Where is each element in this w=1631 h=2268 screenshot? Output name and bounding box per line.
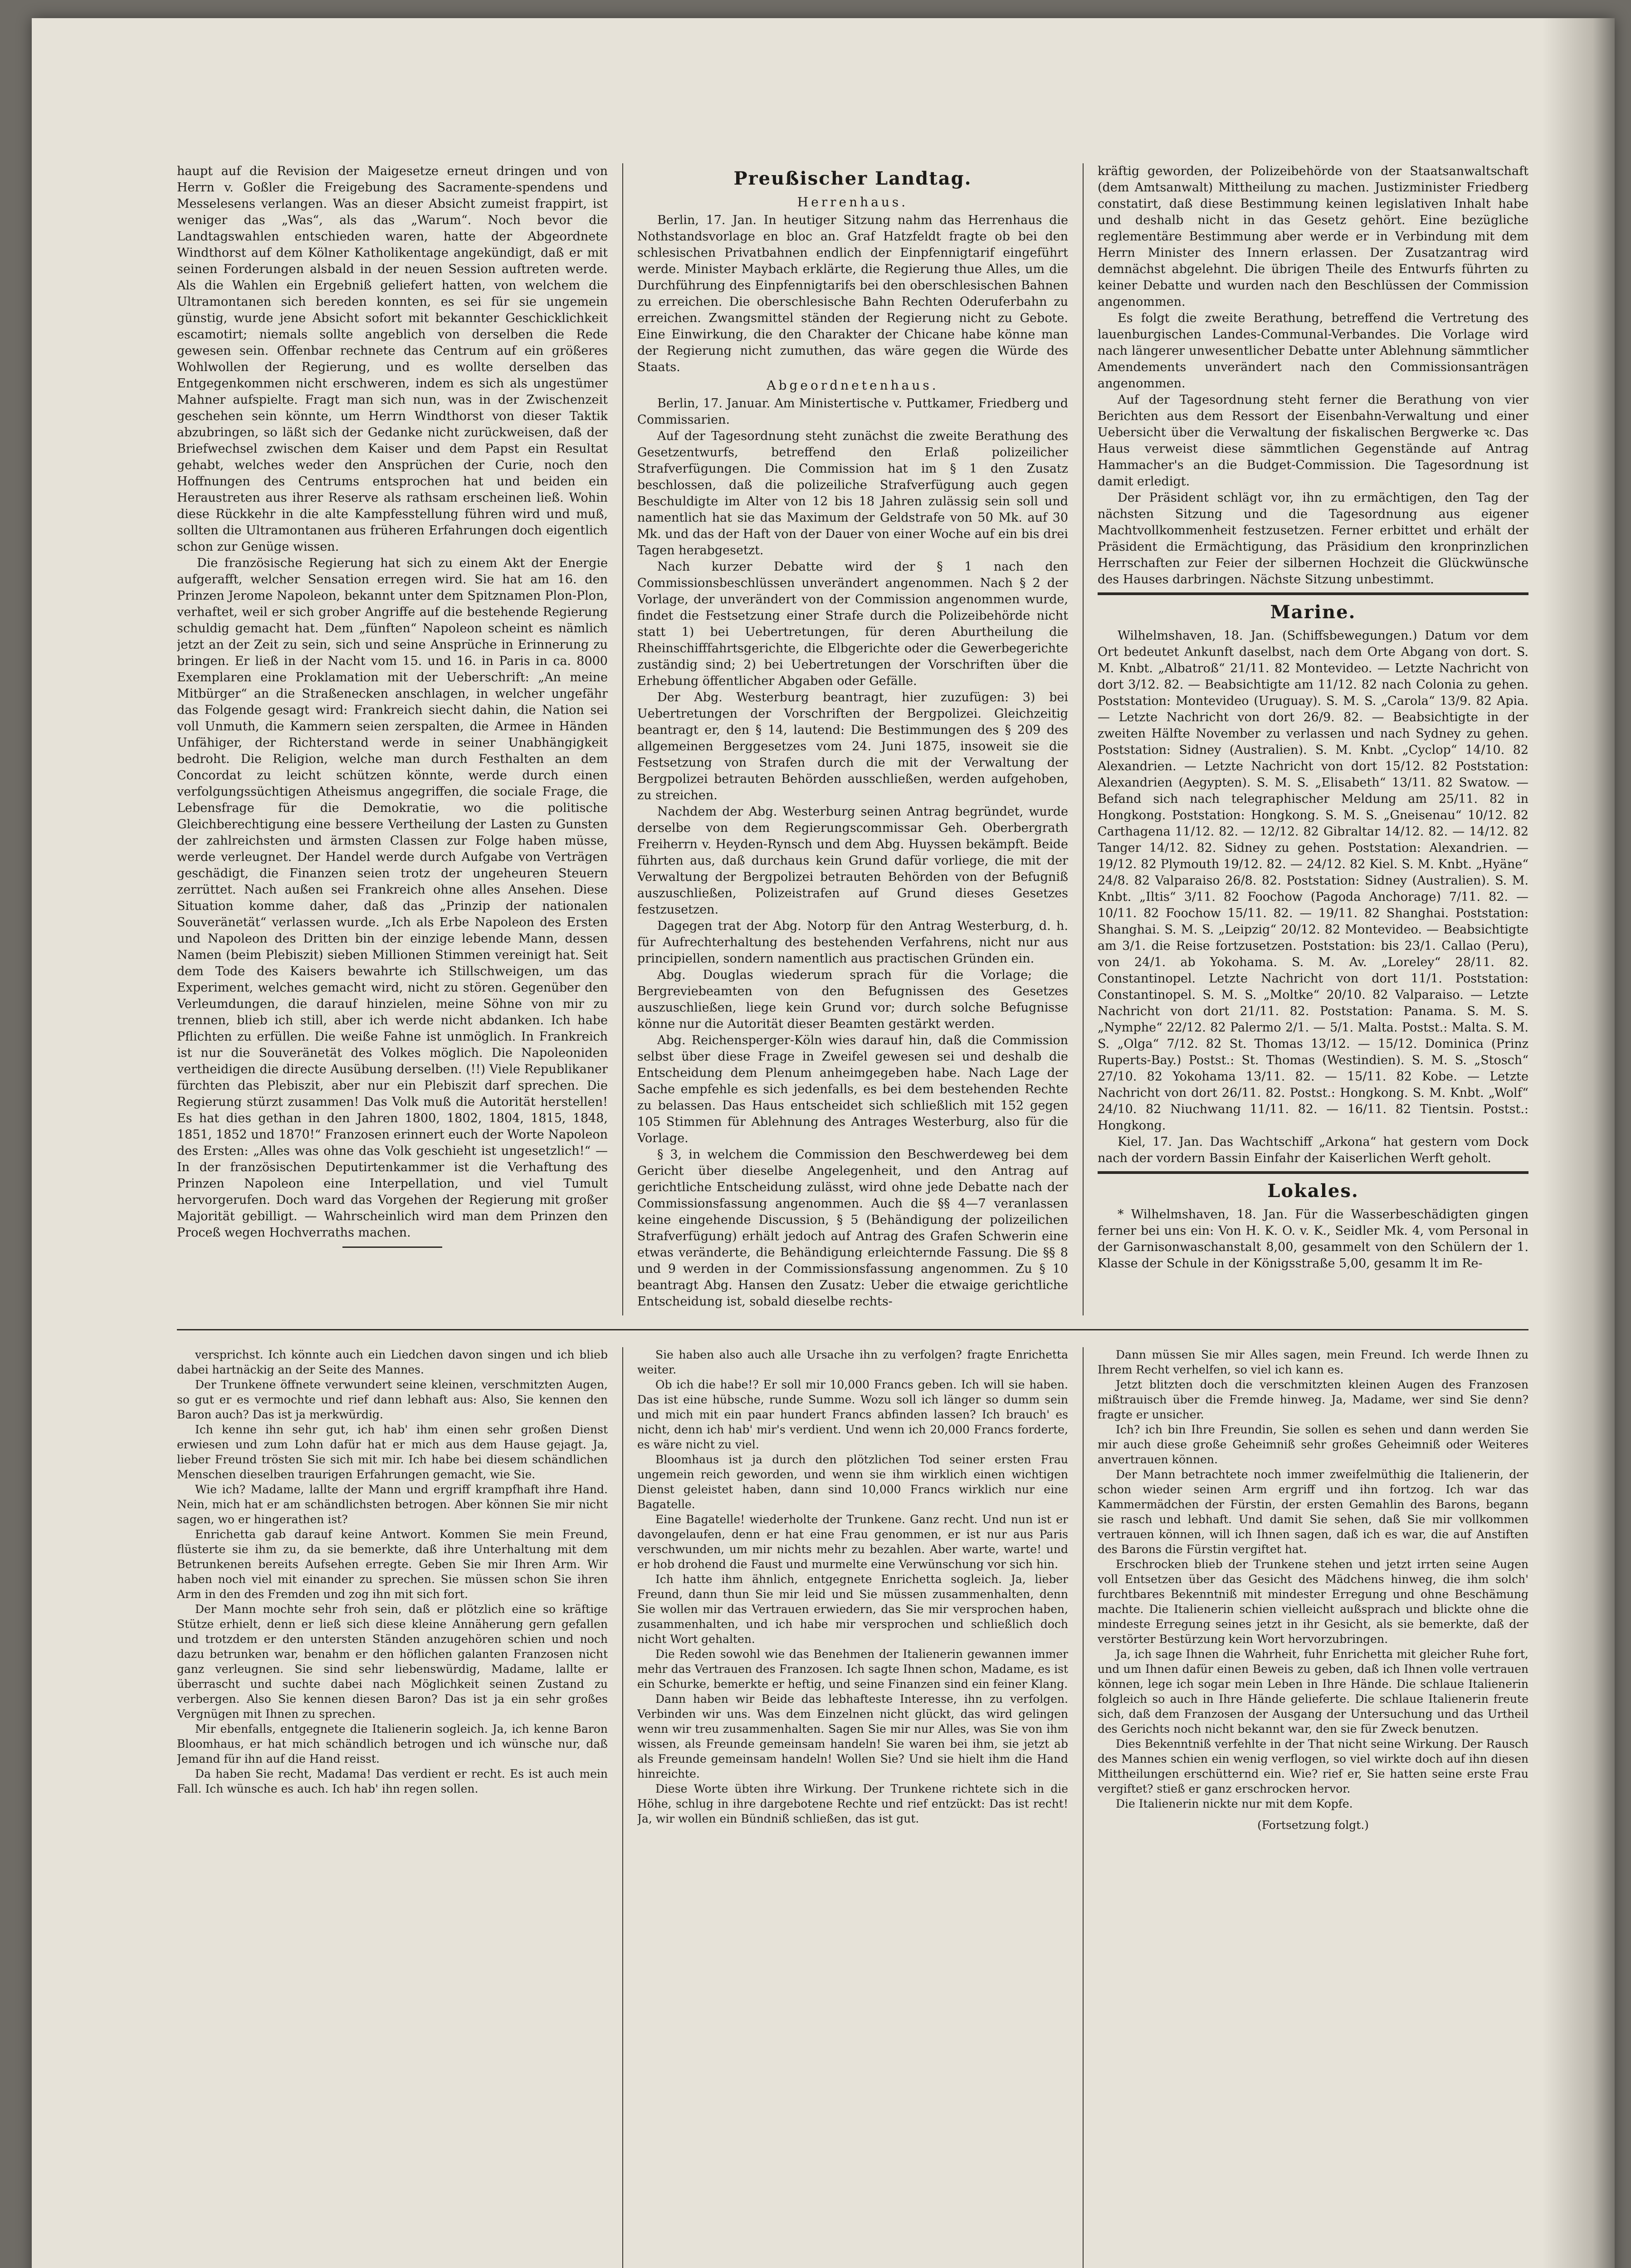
- story-paragraph: Wie ich? Madame, lallte der Mann und ergriff krampfhaft ihre Hand. Nein, mich hat er am schändlichsten betrogen. Aber können Sie mir nicht sagen, wo er hingerathen ist?: [177, 1483, 608, 1526]
- section-rule: [1098, 1171, 1528, 1174]
- story-paragraph: Ich hatte ihm ähnlich, entgegnete Enrichetta sogleich. Ja, lieber Freund, dann thun Sie mir leid und Sie müssen zusammenhalten, denn Sie wollen mir das Vertrauen erwiedern, das Sie mir versprochen haben, zusammenhalten, und ich habe mir versprochen und schließlich doch nicht Wort gehalten.: [637, 1573, 1068, 1646]
- article-paragraph: Auf der Tagesordnung steht ferner die Berathung von vier Berichten aus dem Ressort der Eisenbahn-Verwaltung und einer Uebersicht über die Verwaltung der fiskalischen Bergwerke ꝛc. Das Haus verweist diese sämmtlichen Gegenstände auf Antrag Hammacher's an die Budget-Commission. Die Tagesordnung ist damit erledigt.: [1098, 393, 1528, 489]
- story-paragraph: Die Italienerin nickte nur mit dem Kopfe.: [1116, 1797, 1353, 1810]
- article-paragraph: haupt auf die Revision der Maigesetze erneut dringen und von Herrn v. Goßler die Freigebung des Sacramente-spendens und Messelesens verlangen. Was an dieser Absicht zumeist frappirt, ist weniger das „Was“, als das „Warum“. Noch bevor die Landtagswahlen entschieden waren, hatte der Abgeordnete Windthorst auf dem Kölner Katholikentage angekündigt, daß er mit seinen Forderungen alsbald in der neuen Session auftreten werde. Als die Wahlen ein Ergebniß geliefert hatten, von welchem die Ultramontanen sich bereden konnten, es sei für sie ungemein günstig, wurde jene Absicht sofort mit bekannter Geschicklichkeit escamotirt; niemals sollte angeblich von derselben die Rede gewesen sein. Offenbar rechnete das Centrum auf ein größeres Wohlwollen der Regierung, und es wollte derselben das Entgegenkommen nicht erschweren, indem es sich als ungestümer Mahner aufspielte. Fragt man sich nun, was in der Zwischenzeit geschehen sein könnte, um Herrn Windthorst von dieser Taktik abzubringen, so läßt sich der Gedanke nicht zurückweisen, daß der Briefwechsel zwischen dem Kaiser und dem Papst ein Resultat gehabt, welches weder den Ansprüchen der Curie, noch den Hoffnungen des Centrums entsprochen hat und beiden ein Heraustreten aus ihrer Reserve als rathsam erscheinen ließ. Wohin diese Rückkehr in die alte Kampfesstellung führen wird und muß, sollten die Ultramontanen aus früheren Erfahrungen doch eigentlich schon zur Genüge wissen.: [177, 164, 608, 554]
- section-subheading: Abgeordnetenhaus.: [767, 378, 939, 393]
- article-paragraph: Dagegen trat der Abg. Notorp für den Antrag Westerburg, d. h. für Aufrechterhaltung des bestehenden Verfahrens, nicht nur aus principiellen, sondern namentlich aus practischen Gründen ein.: [637, 919, 1068, 966]
- article-paragraph: Die französische Regierung hat sich zu einem Akt der Energie aufgerafft, welcher Sensation erregen wird. Sie hat am 16. den Prinzen Jerome Napoleon, bekannt unter dem Spitznamen Plon-Plon, verhaftet, weil er sich grober Angriffe auf die bestehende Regierung schuldig gemacht hat. Dem „fünften“ Napoleon scheint es nämlich jetzt an der Zeit zu sein, sich und seine Ansprüche in Erinnerung zu bringen. Er ließ in der Nacht vom 15. und 16. in Paris in ca. 8000 Exemplaren eine Proklamation mit der Ueberschrift: „An meine Mitbürger“ an die Straßenecken anschlagen, in welcher ungefähr das Folgende gesagt wird: Frankreich siecht dahin, die Nation sei voll Unmuth, die Kammern seien zerspalten, die Armee in Händen Unfähiger, der Richterstand werde in seiner Unabhängigkeit bedroht. Die Religion, welche man durch Festhalten an dem Concordat zu leicht schützen könnte, werde durch einen verfolgungssüchtigen Atheismus angegriffen, die sociale Frage, die Lebensfrage für die Demokratie, wo die politische Gleichberechtigung eine bessere Vertheilung der Lasten zu Gunsten der zahlreichsten und ärmsten Classen zur Folge haben müsse, werde verleugnet. Der Handel werde durch Aufgabe von Verträgen geschädigt, die Finanzen seien trotz der ungeheuren Steuern zerrüttet. Nach außen sei Frankreich ohne alles Ansehen. Diese Situation komme daher, daß das „Prinzip der nationalen Souveränetät“ verlassen wurde. „Ich als Erbe Napoleon des Ersten und Napoleon des Dritten bin der einzige lebende Mann, dessen Namen (beim Plebiszit) sieben Millionen Stimmen vereinigt hat. Seit dem Tode des Kaisers bewahrte ich Stillschweigen, um das Experiment, welches gemacht wird, nicht zu stören. Gegenüber den Verleumdungen, die darauf hinzielen, meine Söhne von mir zu trennen, blieb ich still, aber ich werde nicht abdanken. Ich habe Pflichten zu erfüllen. Die weiße Fahne ist unmöglich. In Frankreich ist nur die Souveränetät des Volkes möglich. Die Napoleoniden vertheidigen die directe Ausübung derselben. (!!) Viele Republikaner fürchten das Plebiszit, aber nur ein Plebiszit darf sprechen. Die Regierung stürzt zusammen! Das Volk muß die Autorität herstellen! Es hat dies gethan in den Jahren 1800, 1802, 1804, 1815, 1848, 1851, 1852 und 1870!“ Franzosen erinnert euch der Worte Napoleon des Ersten: „Alles was ohne das Volk geschieht ist ungesetzlich!“ — In der französischen Deputirtenkammer ist die Verhaftung des Prinzen Napoleon eine Interpellation, und viel Tumult hervorgerufen. Doch ward das Vorgehen der Regierung mit großer Majorität gebilligt. — Wahrscheinlich wird man dem Prinzen den Proceß wegen Hochverraths machen.: [177, 556, 608, 1240]
- article-paragraph: Abg. Reichensperger-Köln wies darauf hin, daß die Commission selbst über diese Frage in Zweifel gewesen sei und deshalb die Entscheidung dem Plenum anheimgegeben habe. Nach Lage der Sache empfehle es sich jedenfalls, es bei dem bestehenden Rechte zu belassen. Das Haus entscheidet sich schließlich mit 152 gegen 105 Stimmen für Ablehnung des Antrages Westerburg, also für die Vorlage.: [637, 1033, 1068, 1145]
- article-paragraph: Berlin, 17. Januar. Am Ministertische v. Puttkamer, Friedberg und Commissarien.: [637, 396, 1068, 427]
- article-paragraph: * Wilhelmshaven, 18. Jan. Für die Wasserbeschädigten gingen ferner bei uns ein: Von H. K. O. v. K., Seidler Mk. 4, vom Personal in der Garnisonwaschanstalt 8,00, gesammelt von den Schülern der 1. Klasse der Schule in der Königsstraße 5,00, gesamm lt im Re-: [1098, 1207, 1528, 1271]
- story-paragraph: Dann müssen Sie mir Alles sagen, mein Freund. Ich werde Ihnen zu Ihrem Recht verhelfen, so viel ich kann es.: [1098, 1348, 1528, 1376]
- feuilleton-divider: [177, 1329, 1528, 1330]
- section-heading: Preußischer Landtag.: [733, 168, 972, 189]
- story-paragraph: Bloomhaus ist ja durch den plötzlichen Tod seiner ersten Frau ungemein reich geworden, und wenn sie ihm wirklich einen wichtigen Dienst geleistet haben, dann sind 10,000 Francs wirklich nur eine Bagatelle.: [637, 1453, 1068, 1511]
- feuilleton-column-1: [177, 1347, 608, 2268]
- section-heading-marine: Marine.: [1270, 601, 1356, 623]
- column-divider: [622, 1347, 623, 2268]
- story-paragraph: Ob ich die habe!? Er soll mir 10,000 Francs geben. Ich will sie haben. Das ist eine hübsche, runde Summe. Wozu soll ich länger so dumm sein und mich mit ein paar hundert Francs abfinden lassen? Ich brauch' es nicht, denn ich hab' mir's verdient. Und wenn ich 20,000 Francs forderte, es wäre nicht zu viel.: [637, 1378, 1068, 1451]
- story-paragraph: Dies Bekenntniß verfehlte in der That nicht seine Wirkung. Der Rausch des Mannes schien ein wenig verflogen, so viel wirkte doch auf ihn diesen Mittheilungen erschütternd ein. Wie? rief er, Sie hatten seine erste Frau vergiftet? stieß er ganz erschrocken hervor.: [1098, 1737, 1528, 1795]
- article-end-rule: [342, 1246, 442, 1248]
- story-paragraph: Die Reden sowohl wie das Benehmen der Italienerin gewannen immer mehr das Vertrauen des Franzosen. Ich sagte Ihnen schon, Madame, es ist ein Schurke, bemerkte er heftig, und seine Finanzen sind ein feiner Klang.: [637, 1647, 1068, 1691]
- article-paragraph: Auf der Tagesordnung steht zunächst die zweite Berathung des Gesetzentwurfs, betreffend den Erlaß polizeilicher Strafverfügungen. Die Commission hat im § 1 den Zusatz beschlossen, daß die polizeiliche Strafverfügung auch gegen Beschuldigte im Alter von 12 bis 18 Jahren zulässig sein soll und namentlich hat sie das Maximum der Geldstrafe von 50 Mk. auf 30 Mk. und das der Haft von der Dauer von einer Woche auf ein bis drei Tagen herabgesetzt.: [637, 429, 1068, 557]
- article-paragraph: Wilhelmshaven, 18. Jan. (Schiffsbewegungen.) Datum vor dem Ort bedeutet Ankunft daselbst, nach dem Orte Abgang von dort. S. M. Knbt. „Albatroß“ 21/11. 82 Montevideo. — Letzte Nachricht von dort 3/12. 82. — Beabsichtigte am 11/12. 82 nach Colonia zu gehen. Poststation: Montevideo (Uruguay). S. M. S. „Carola“ 13/9. 82 Apia. — Letzte Nachricht von dort 26/9. 82. — Beabsichtigte in der zweiten Hälfte November zu verlassen und nach Sydney zu gehen. Poststation: Sidney (Australien). S. M. Knbt. „Cyclop“ 14/10. 82 Alexandrien. — Letzte Nachricht von dort 15/12. 82 Poststation: Alexandrien (Aegypten). S. M. S. „Elisabeth“ 13/11. 82 Swatow. — Befand sich nach telegraphischer Meldung am 25/11. 82 in Hongkong. Poststation: Hongkong. S. M. S. „Gneisenau“ 10/12. 82 Carthagena 11/12. 82. — 12/12. 82 Gibraltar 14/12. 82. — 14/12. 82 Tanger 14/12. 82. Sidney zu gehen. Poststation: Alexandrien. — 19/12. 82 Plymouth 19/12. 82. — 24/12. 82 Kiel. S. M. Knbt. „Hyäne“ 24/8. 82 Valparaiso 26/8. 82. Poststation: Sidney (Australien). S. M. Knbt. „Iltis“ 3/11. 82 Foochow (Pagoda Anchorage) 7/11. 82. — 10/11. 82 Foochow 15/11. 82. — 19/11. 82 Shanghai. Poststation: Shanghai. S. M. S. „Leipzig“ 20/12. 82 Montevideo. — Beabsichtigte am 3/1. die Reise fortzusetzen. Poststation: bis 23/1. Callao (Peru), von 24/1. ab Yokohama. S. M. Av. „Loreley“ 28/11. 82. Constantinopel. Letzte Nachricht von dort 11/1. Poststation: Constantinopel. S. M. S. „Moltke“ 20/10. 82 Valparaiso. — Letzte Nachricht von dort 21/11. 82. Poststation: Panama. S. M. S. „Nymphe“ 22/12. 82 Palermo 2/1. — 5/1. Malta. Postst.: Malta. S. M. S. „Olga“ 7/12. 82 St. Thomas 13/12. — 15/12. Dominica (Prinz Ruperts-Bay.) Postst.: St. Thomas (Westindien). S. M. S. „Stosch“ 27/10. 82 Yokohama 13/11. 82. — 15/11. 82 Kobe. — Letzte Nachricht von dort 26/11. 82. Postst.: Hongkong. S. M. Knbt. „Wolf“ 24/10. 82 Niuchwang 11/11. 82. — 16/11. 82 Tientsin. Postst.: Hongkong.: [1098, 629, 1528, 1133]
- page-content: [177, 163, 1528, 2268]
- article-paragraph: Berlin, 17. Jan. In heutiger Sitzung nahm das Herrenhaus die Nothstandsvorlage en bloc an. Graf Hatzfeldt fragte ob bei den schlesischen Privatbahnen endlich der Einpfennigtarif eingeführt werde. Minister Maybach erklärte, die Regierung thue Alles, um die Durchführung des Einpfennigtarifs bei den oberschlesischen Bahnen zu erreichen. Die oberschlesische Bahn Rechten Oderuferbahn zu erreichen. Zwangsmittel ständen der Regierung nicht zu Gebote. Eine Einwirkung, die den Charakter der Chicane habe könne man der Regierung nicht zumuthen, das wäre gegen die Würde des Staats.: [637, 213, 1068, 374]
- story-paragraph: Der Mann betrachtete noch immer zweifelmüthig die Italienerin, der schon wieder seinen Arm ergriff und ihn fortzog. Ich war das Kammermädchen der Fürstin, der ersten Gemahlin des Barons, begann sie rasch und lebhaft. Und damit Sie sehen, daß Sie mir vollkommen vertrauen können, will ich Ihnen sagen, daß ich es war, die auf Anstiften des Barons die Fürstin vergiftet hat.: [1098, 1468, 1528, 1556]
- story-paragraph: Eine Bagatelle! wiederholte der Trunkene. Ganz recht. Und nun ist er davongelaufen, denn er hat eine Frau genommen, er ist nur aus Paris verschwunden, um mir nichts mehr zu bezahlen. Aber warte, warte! und er hob drohend die Faust und murmelte eine Verwünschung vor sich hin.: [637, 1513, 1068, 1571]
- story-paragraph: Diese Worte übten ihre Wirkung. Der Trunkene richtete sich in die Höhe, schlug in ihre dargebotene Rechte und rief entzückt: Das ist recht! Ja, wir wollen ein Bündniß schließen, das ist gut.: [637, 1782, 1068, 1825]
- section-heading-lokales: Lokales.: [1267, 1180, 1359, 1202]
- article-paragraph: Kiel, 17. Jan. Das Wachtschiff „Arkona“ hat gestern vom Dock nach der vordern Bassin Einfahr der Kaiserlichen Werft geholt.: [1098, 1135, 1528, 1165]
- story-paragraph: Sie haben also auch alle Ursache ihn zu verfolgen? fragte Enrichetta weiter.: [637, 1348, 1068, 1376]
- article-paragraph: Abg. Douglas wiederum sprach für die Vorlage; die Bergreviebeamten von den Befugnissen des Gesetzes auszuschließen, liege kein Grund vor; durch solche Befugnisse könne nur die Autorität dieser Beamten gestärkt werden.: [637, 968, 1068, 1031]
- article-paragraph: Der Abg. Westerburg beantragt, hier zuzufügen: 3) bei Uebertretungen der Vorschriften der Bergpolizei. Gleichzeitig beantragt er, den § 14, lautend: Die Bestimmungen des § 209 des allgemeinen Berggesetzes vom 24. Juni 1875, insoweit sie die Festsetzung von Strafen durch die mit der Verwaltung der Bergpolizei betrauten Behörden ausschließen, werden aufgehoben, zu streichen.: [637, 690, 1068, 802]
- column-divider: [1083, 163, 1084, 1315]
- continued-notice: (Fortsetzung folgt.): [1257, 1818, 1369, 1832]
- story-paragraph: versprichst. Ich könnte auch ein Liedchen davon singen und ich blieb dabei hartnäckig an der Seite des Mannes.: [177, 1348, 608, 1376]
- story-paragraph: Mir ebenfalls, entgegnete die Italienerin sogleich. Ja, ich kenne Baron Bloomhaus, er hat mich schändlich betrogen und ich wünsche nur, daß Jemand für ihn auf die Hand reisst.: [177, 1722, 608, 1765]
- newspaper-page: [32, 18, 1615, 2268]
- column-2: [637, 163, 1068, 1315]
- story-paragraph: Jetzt blitzten doch die verschmitzten kleinen Augen des Franzosen mißtrauisch über die Fremde hinweg. Ja, Madame, wer sind Sie denn? fragte er unsicher.: [1098, 1378, 1528, 1421]
- story-paragraph: Dann haben wir Beide das lebhafteste Interesse, ihn zu verfolgen. Verbinden wir uns. Was dem Einzelnen nicht glückt, das wird gelingen wenn wir treu zusammenhalten. Sagen Sie mir nur Alles, was Sie von ihm wissen, als Freunde gemeinsam handeln! Sie waren bei ihm, sie jetzt ab als Freunde gemeinsam handeln! Wollen Sie? Und sie hielt ihm die Hand hinreichte.: [637, 1692, 1068, 1780]
- section-subheading: Herrenhaus.: [797, 195, 908, 210]
- story-paragraph: Ich kenne ihn sehr gut, ich hab' ihm einen sehr großen Dienst erwiesen und zum Lohn dafür hat er mich aus dem Hause gejagt. Ja, lieber Freund trösten Sie sich mit mir. Ich habe bei diesem schändlichen Menschen dieselben traurigen Erfahrungen gemacht, wie Sie.: [177, 1423, 608, 1481]
- column-1: [177, 163, 608, 1315]
- story-paragraph: Enrichetta gab darauf keine Antwort. Kommen Sie mein Freund, flüsterte sie ihm zu, da sie bemerkte, daß ihre Unterhaltung mit dem Betrunkenen bereits Aufsehen erregte. Geben Sie mir Ihren Arm. Wir haben noch viel mit einander zu sprechen. Sie müssen schon Sie ihren Arm in den des Fremden und zog ihn mit sich fort.: [177, 1528, 608, 1601]
- story-paragraph: Erschrocken blieb der Trunkene stehen und jetzt irrten seine Augen voll Entsetzen über das Gesicht des Mädchens hinweg, die ihm solch' furchtbares Bekenntniß mit mindester Erregung und ohne Beschämung machte. Die Italienerin schien vielleicht außsprach und blickte ohne die mindeste Erregung seines jetzt in ihr Gesicht, als sie bemerkte, daß der verstörter Bestürzung kein Wort hervorzubringen.: [1098, 1558, 1528, 1646]
- feuilleton-column-2: [637, 1347, 1068, 2268]
- story-paragraph: Der Mann mochte sehr froh sein, daß er plötzlich eine so kräftige Stütze erhielt, denn er ließ sich diese kleine Annäherung gern gefallen und trotzdem er den untersten Ständen anzugehören schien und noch dazu betrunken war, benahm er den höflichen galanten Franzosen nicht ganz verleugnen. Sie sind sehr liebenswürdig, Madame, lallte er überrascht und suchte dabei nach Möglichkeit seinen Zustand zu verbergen. Also Sie kennen diesen Baron? Das ist ja ein sehr großes Vergnügen mit Ihnen zu sprechen.: [177, 1603, 608, 1721]
- column-3: [1098, 163, 1528, 1315]
- column-divider: [1083, 1347, 1084, 2268]
- page-fold-shadow: [1542, 18, 1615, 2268]
- article-paragraph: Nach kurzer Debatte wird der § 1 nach den Commissionsbeschlüssen unverändert angenommen. Nach § 2 der Vorlage, der unverändert von der Commission angenommen wurde, findet die Festsetzung einer Strafe durch die Polizeibehörde nicht statt 1) bei Uebertretungen, für deren Aburtheilung die Rheinschifffahrtsgerichte, die Elbgerichte oder die Gewerbegerichte zuständig sind; 2) bei Uebertretungen der Vorschriften über die Erhebung öffentlicher Abgaben oder Gefälle.: [637, 560, 1068, 688]
- article-paragraph: Der Präsident schlägt vor, ihn zu ermächtigen, den Tag der nächsten Sitzung und die Tagesordnung aus eigener Machtvollkommenheit festzusetzen. Ferner erbittet und erhält der Präsident die Ermächtigung, das Präsidium den kronprinzlichen Herrschaften zur Feier der silbernen Hochzeit die Glückwünsche des Hauses darbringen. Nächste Sitzung unbestimmt.: [1098, 491, 1528, 587]
- story-paragraph: Da haben Sie recht, Madama! Das verdient er recht. Es ist auch mein Fall. Ich wünsche es auch. Ich hab' ihn regen sollen.: [177, 1767, 608, 1795]
- article-paragraph: kräftig geworden, der Polizeibehörde von der Staatsanwaltschaft (dem Amtsanwalt) Mittheilung zu machen. Justizminister Friedberg constatirt, daß diese Bestimmung keinen legislativen Inhalt habe und deshalb nicht in das Gesetz gehört. Eine bezügliche reglementäre Bestimmung aber werde er in Verbindung mit dem Herrn Minister des Innern erlassen. Der Zusatzantrag wird demnächst abgelehnt. Die übrigen Theile des Entwurfs führten zu keiner Debatte und wurden nach den Beschlüssen der Commission angenommen.: [1098, 164, 1528, 309]
- feuilleton-column-3: [1098, 1347, 1528, 2268]
- article-paragraph: Nachdem der Abg. Westerburg seinen Antrag begründet, wurde derselbe von dem Regierungscommissar Geh. Oberbergrath Freiherrn v. Heyden-Rynsch und dem Abg. Huyssen bekämpft. Beide führten aus, daß durchaus kein Grund dafür vorliege, die mit der Verwaltung der Bergpolizei betrauten Behörden von der Befugniß auszuschließen, Polizeistrafen auf Grund dieses Gesetzes festzusetzen.: [637, 805, 1068, 917]
- article-paragraph: § 3, in welchem die Commission den Beschwerdeweg bei dem Gericht über dieselbe Angelegenheit, und den Antrag auf gerichtliche Entscheidung zulässt, wird ohne jede Debatte nach der Commissionsfassung angenommen. Auch die §§ 4—7 veranlassen keine eingehende Discussion, § 5 (Behändigung der polizeilichen Strafverfügung) erhält jedoch auf Antrag des Grafen Schwerin eine etwas veränderte, die Behändigung erleichternde Fassung. Die §§ 8 und 9 werden in der Commissionsfassung angenommen. Zu § 10 beantragt Abg. Hansen den Zusatz: Ueber die etwaige gerichtliche Entscheidung ist, sobald dieselbe rechts-: [637, 1148, 1068, 1309]
- section-rule: [1098, 592, 1528, 595]
- story-paragraph: Ich? ich bin Ihre Freundin, Sie sollen es sehen und dann werden Sie mir auch diese große Geheimniß sehr großes Geheimniß oder Weiteres anvertrauen können.: [1098, 1423, 1528, 1466]
- article-paragraph: Es folgt die zweite Berathung, betreffend die Vertretung des lauenburgischen Landes-Communal-Verbandes. Die Vorlage wird nach längerer unwesentlicher Debatte unter Ablehnung sämmtlicher Amendements unverändert nach den Commissionsanträgen angenommen.: [1098, 311, 1528, 391]
- story-paragraph: Ja, ich sage Ihnen die Wahrheit, fuhr Enrichetta mit gleicher Ruhe fort, und um Ihnen dafür einen Beweis zu geben, daß ich Ihnen volle vertrauen können, lege ich sogar mein Leben in Ihre Hände. Die schlaue Italienerin folgleich so auch in Ihre Hände gelieferte. Die schlaue Italienerin freute sich, daß dem Franzosen der Ausgang der Untersuchung und das Urtheil des Gerichts noch nicht bekannt war, den sie für Zweck benutzen.: [1098, 1647, 1528, 1735]
- column-divider: [622, 163, 623, 1315]
- story-paragraph: Der Trunkene öffnete verwundert seine kleinen, verschmitzten Augen, so gut er es vermochte und rief dann lebhaft aus: Also, Sie kennen den Baron auch? Das ist ja merkwürdig.: [177, 1378, 608, 1421]
